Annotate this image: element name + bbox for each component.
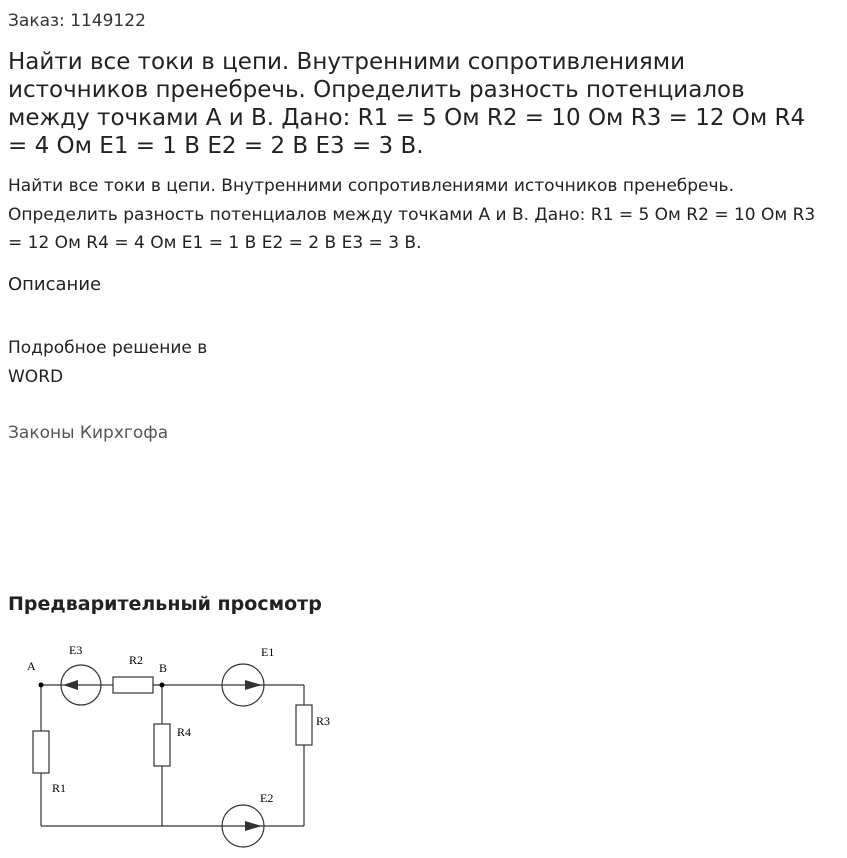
source-e2 [222,805,264,847]
page-title: Найти все токи в цепи. Внутренними сопротивлениями источников пренебречь. Определить разность потенциалов между точками А и В. Дано: R1 = 5 Ом R2 = 10 Ом R3 = 12 Ом R4 = 4 Ом E1 = 1 В E2 = 2 В E3 = 3 В. [8,49,806,159]
topic-tag-link[interactable]: Законы Кирхгофа [8,423,169,443]
circuit-diagram [10,638,340,850]
order-number: Заказ: 1149122 [8,11,146,31]
label-r2: R2 [129,653,144,667]
label-b: B [159,661,168,675]
source-e1 [222,664,264,706]
node-b [160,683,165,688]
label-e3: E3 [69,643,83,657]
label-r3: R3 [316,714,331,728]
task-description: Найти все токи в цепи. Внутренними сопротивлениями источников пренебречь. Определить разность потенциалов между точками А и В. Дано: R1 = 5 Ом R2 = 10 Ом R3 = 12 Ом R4 = 4 Ом E1 = 1 В E2 = 2 В E3 = 3 В. [8,176,816,253]
resistor-r1 [33,731,49,773]
label-e2: E2 [260,791,274,805]
preview-heading: Предварительный просмотр [8,593,322,615]
solution-note [8,334,268,392]
resistor-r2 [113,677,153,693]
solution-note-line1: Подробное решение в [8,338,208,358]
resistor-r3 [296,705,312,745]
resistor-r4 [154,724,170,766]
label-r4: R4 [177,725,192,739]
label-a: A [27,659,36,673]
source-e3 [61,665,101,705]
solution-note-line2: WORD [8,367,64,387]
description-heading: Описание [8,274,102,295]
label-r1: R1 [52,781,67,795]
label-e1: E1 [261,645,275,659]
node-a [39,683,44,688]
